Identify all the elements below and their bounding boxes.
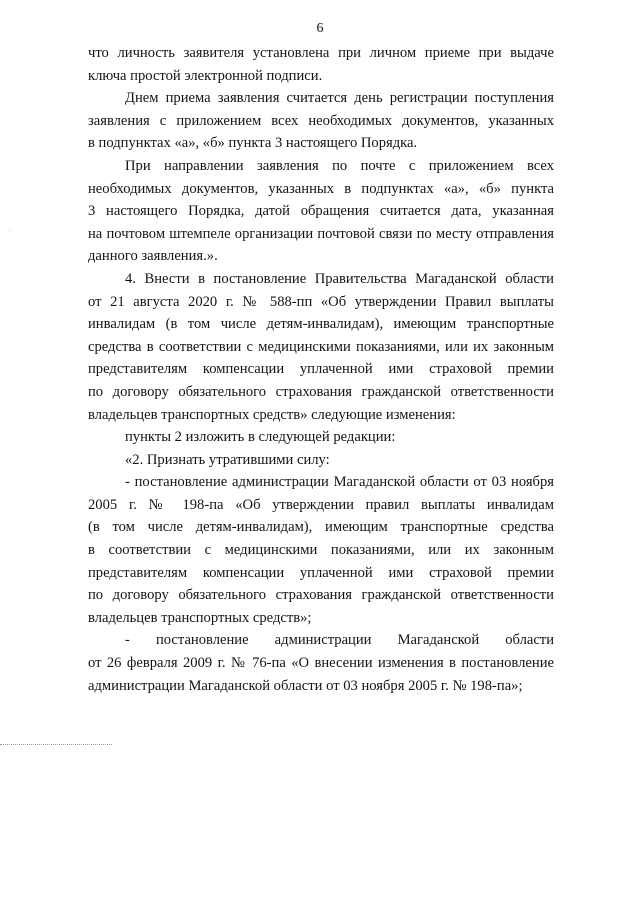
text-line: данного заявления.». — [88, 248, 218, 265]
text-line: (в том числе детям-инвалидам), имеющим транспортные средства — [88, 519, 554, 536]
text-line: - постановление администрации Магаданской области от 03 ноября — [125, 474, 554, 491]
text-line: владельцев транспортных средств»; — [88, 609, 312, 626]
text-line: инвалидам (в том числе детям-инвалидам), имеющим транспортные — [88, 316, 554, 333]
margin-dotted-line — [0, 744, 112, 745]
text-line: владельцев транспортных средств» следующие изменения: — [88, 406, 456, 423]
text-line: от 21 августа 2020 г. № 588-пп «Об утверждении Правил выплаты — [88, 293, 554, 310]
text-line: администрации Магаданской области от 03 ноября 2005 г. № 198-па»; — [88, 677, 523, 694]
text-line: в подпунктах «а», «б» пункта 3 настоящего Порядка. — [88, 135, 418, 152]
text-line: ключа простой электронной подписи. — [88, 67, 323, 84]
paragraph-postal-submission — [88, 155, 554, 268]
text-line: 4. Внести в постановление Правительства Магаданской области — [125, 270, 554, 287]
text-line: от 26 февраля 2009 г. № 76-па «О внесении изменения в постановление — [88, 655, 554, 672]
text-line: 3 настоящего Порядка, датой обращения считается дата, указанная — [88, 203, 554, 220]
text-line: заявления с приложением всех необходимых документов, указанных — [88, 112, 554, 129]
text-line: 2005 г. № 198-па «Об утверждении правил выплаты инвалидам — [88, 496, 554, 513]
text-line: «2. Признать утратившими силу: — [125, 451, 330, 468]
text-line: - постановление администрации Магаданской области — [125, 632, 554, 649]
text-line: представителям компенсации уплаченной ими страховой премии — [88, 564, 554, 581]
paragraph-resolution-198 — [88, 471, 554, 629]
text-line: средства в соответствии с медицинскими показаниями, или их законным — [88, 338, 554, 355]
text-line: необходимых документов, указанных в подпунктах «а», «б» пункта — [88, 180, 554, 197]
paragraph-points-2 — [88, 426, 554, 449]
paragraph-signature-key — [88, 42, 554, 87]
text-line: по договору обязательного страхования гражданской ответственности — [88, 383, 554, 400]
text-line: на почтовом штемпеле организации почтовой связи по месту отправления — [88, 225, 554, 242]
text-line: представителям компенсации уплаченной ими страховой премии — [88, 361, 554, 378]
paragraph-resolution-76 — [88, 629, 554, 697]
text-line: пункты 2 изложить в следующей редакции: — [125, 429, 396, 446]
document-body — [88, 42, 554, 697]
paragraph-item-4 — [88, 268, 554, 426]
page-number: 6 — [316, 21, 324, 36]
paragraph-recognize-invalid — [88, 449, 554, 472]
text-line: что личность заявителя установлена при личном приеме при выдаче — [88, 45, 554, 61]
text-line: в соответствии с медицинскими показаниями, или их законным — [88, 542, 554, 559]
text-line: При направлении заявления по почте с приложением всех — [125, 157, 554, 174]
paragraph-reception-day — [88, 87, 554, 155]
scan-speck — [9, 230, 10, 231]
text-line: Днем приема заявления считается день регистрации поступления — [125, 90, 554, 107]
text-line: по договору обязательного страхования гражданской ответственности — [88, 587, 554, 604]
